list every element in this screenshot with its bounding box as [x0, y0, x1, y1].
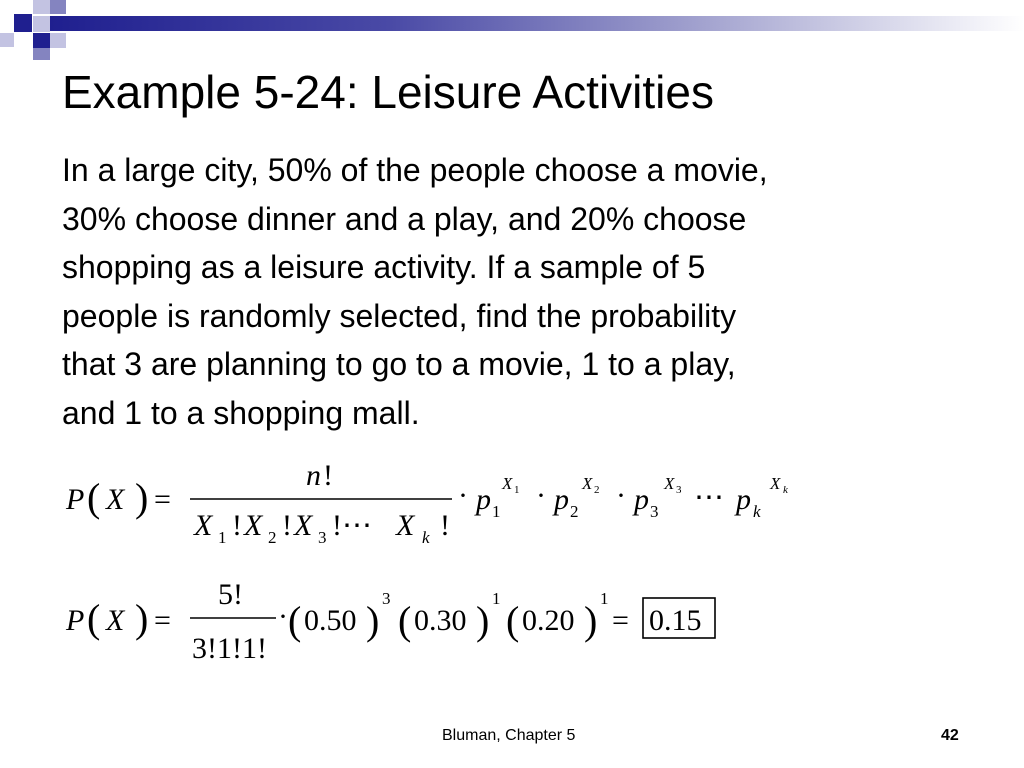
result-value: 0.15 — [649, 604, 702, 637]
formula-general-denominator — [193, 509, 450, 547]
factor-exponent: 3 — [382, 589, 391, 608]
header-decoration — [0, 0, 1024, 60]
svg-text:!: ! — [323, 459, 333, 492]
svg-text:X: X — [294, 509, 313, 542]
header-square — [50, 0, 66, 14]
header-square — [33, 0, 50, 14]
svg-text:X: X — [582, 474, 593, 493]
factor-0 — [288, 589, 391, 643]
svg-text:=: = — [154, 604, 171, 637]
svg-text:2: 2 — [594, 484, 600, 496]
slide-title: Example 5-24: Leisure Activities — [62, 66, 714, 118]
svg-text:): ) — [135, 475, 149, 520]
problem-text — [62, 146, 962, 437]
svg-text:n: n — [306, 459, 321, 492]
header-square — [50, 33, 66, 48]
svg-text:·: · — [536, 479, 546, 512]
svg-text:·: · — [616, 479, 626, 512]
svg-text:X: X — [770, 474, 781, 493]
equals-sign: = — [612, 604, 629, 637]
factor-2 — [506, 589, 609, 643]
problem-text-line: In a large city, 50% of the people choose a movie, — [62, 152, 768, 188]
svg-text:k: k — [783, 484, 788, 496]
svg-text:3: 3 — [650, 502, 659, 521]
header-square — [14, 14, 32, 32]
header-square — [33, 33, 50, 48]
formula-general — [60, 455, 820, 555]
factor-exponent: 1 — [600, 589, 609, 608]
svg-text:p: p — [634, 483, 649, 516]
svg-text:): ) — [476, 598, 490, 643]
problem-text-line: people is randomly selected, find the probability — [62, 297, 737, 334]
svg-text:⋯: ⋯ — [342, 509, 372, 542]
svg-text:X: X — [396, 509, 415, 542]
header-square — [33, 16, 50, 32]
factor-exponent: 1 — [492, 589, 501, 608]
svg-text:3: 3 — [318, 528, 327, 547]
svg-text:!: ! — [332, 509, 342, 542]
svg-text:⋯: ⋯ — [694, 481, 724, 514]
formula-general-numerator — [306, 459, 333, 492]
svg-text:X: X — [194, 509, 213, 542]
svg-text:(: ( — [506, 598, 520, 643]
multiply-dot: · — [278, 600, 288, 633]
svg-text:!: ! — [440, 509, 450, 542]
header-square — [0, 33, 14, 47]
svg-text:(: ( — [288, 598, 302, 643]
svg-text:): ) — [366, 598, 380, 643]
svg-text:X: X — [106, 604, 125, 637]
svg-text:3: 3 — [676, 484, 682, 496]
header-square — [33, 48, 50, 60]
factor-1 — [398, 589, 501, 643]
factor-base: 0.30 — [414, 604, 467, 637]
svg-text:1: 1 — [514, 484, 520, 496]
factor-base: 0.20 — [522, 604, 575, 637]
factor-base: 0.50 — [304, 604, 357, 637]
svg-text:): ) — [135, 596, 149, 641]
problem-text-line: shopping as a leisure activity. If a sample of 5 — [62, 249, 706, 285]
formula-general-lhs — [65, 475, 171, 520]
svg-text:(: ( — [398, 598, 412, 643]
problem-text-line: that 3 are planning to go to a movie, 1 to a play, — [62, 346, 736, 382]
svg-text:2: 2 — [268, 528, 277, 547]
svg-text:X: X — [244, 509, 263, 542]
page-number: 42 — [941, 727, 959, 744]
header-gradient-bar — [50, 16, 1024, 31]
svg-text:=: = — [154, 483, 171, 516]
formula-specific — [60, 572, 740, 672]
svg-text:k: k — [422, 528, 430, 547]
svg-text:1: 1 — [218, 528, 227, 547]
svg-text:): ) — [584, 598, 598, 643]
formula-specific-denominator: 3!1!1! — [192, 632, 267, 665]
svg-text:(: ( — [87, 475, 101, 520]
svg-text:X: X — [106, 483, 125, 516]
formula-general-product — [458, 474, 789, 521]
svg-text:·: · — [458, 479, 468, 512]
svg-text:X: X — [664, 474, 675, 493]
svg-text:p: p — [736, 483, 751, 516]
problem-text-line: 30% choose dinner and a play, and 20% choose — [62, 200, 747, 237]
svg-text:!: ! — [232, 509, 242, 542]
svg-text:p: p — [476, 483, 491, 516]
svg-text:!: ! — [282, 509, 292, 542]
svg-text:k: k — [753, 502, 761, 521]
svg-text:X: X — [502, 474, 513, 493]
footer-source: Bluman, Chapter 5 — [442, 727, 576, 744]
formula-specific-lhs — [65, 596, 171, 641]
problem-text-line: and 1 to a shopping mall. — [62, 394, 420, 431]
svg-text:(: ( — [87, 596, 101, 641]
svg-text:2: 2 — [570, 502, 579, 521]
formula-specific-numerator: 5! — [218, 578, 243, 611]
svg-text:1: 1 — [492, 502, 501, 521]
svg-text:P: P — [66, 604, 85, 637]
svg-text:p: p — [554, 483, 569, 516]
svg-text:P: P — [66, 483, 85, 516]
